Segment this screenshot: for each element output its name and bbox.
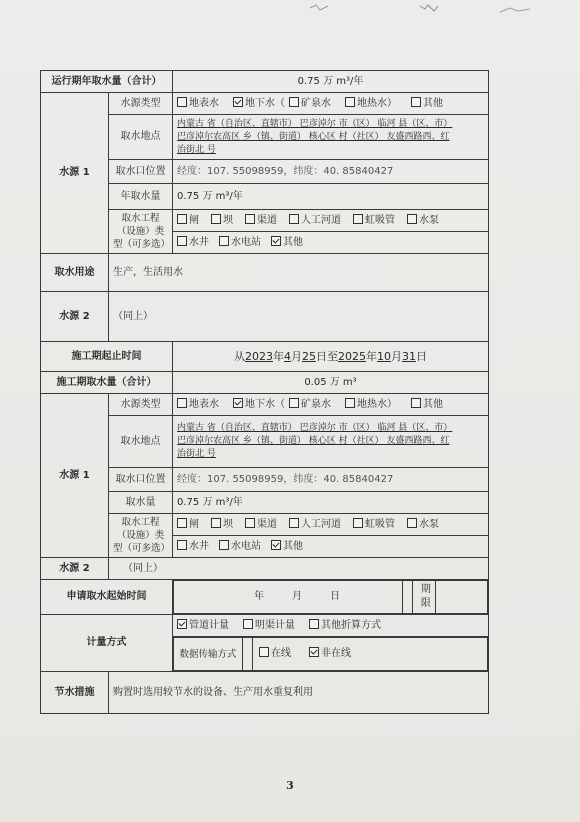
con-amount-value: 0.75 万 m³/年 [173, 492, 489, 514]
checkbox[interactable] [289, 518, 299, 528]
construction-period-label: 施工期起止时间 [41, 342, 173, 372]
op-type-opt-4[interactable]: 其他 [411, 97, 443, 111]
con-amount-label: 取水量 [109, 492, 173, 514]
page-number: 3 [286, 779, 294, 792]
con-type-opt-0[interactable]: 地表水 [177, 398, 219, 412]
op-project-options-row1 [173, 210, 489, 232]
op-proj-opt-7[interactable]: 水电站 [219, 236, 261, 250]
usage-label: 取水用途 [41, 254, 109, 292]
operation-total-row [41, 71, 489, 93]
op-coord-row [41, 160, 489, 184]
op-annual-value: 0.75 万 m³/年 [173, 184, 489, 210]
metering-options [173, 615, 489, 637]
op-type-opt-3[interactable]: 地热水） [345, 97, 397, 111]
op-type-opt-1[interactable]: 地下水（ [233, 97, 285, 111]
con-proj-opt-1[interactable]: 坝 [211, 518, 233, 532]
checkbox[interactable] [345, 398, 355, 408]
transmission-options [253, 638, 488, 671]
checkbox[interactable] [353, 214, 363, 224]
con-proj-opt-8[interactable]: 其他 [271, 540, 303, 554]
op-location-label: 取水地点 [109, 115, 173, 160]
water-saving-label: 节水措施 [41, 672, 109, 714]
con-type-opt-1[interactable]: 地下水（ [233, 398, 285, 412]
op-proj-opt-2[interactable]: 渠道 [245, 214, 277, 228]
checkbox-checked[interactable] [271, 236, 281, 246]
construction-total-label: 施工期取水量（合计） [41, 372, 173, 394]
checkbox[interactable] [289, 97, 299, 107]
op-source2-label: 水源 2 [41, 292, 109, 342]
apply-start-label: 申请取水起始时间 [41, 580, 173, 615]
con-location-value [173, 416, 489, 468]
con-location-line1: 内蒙古 省（自治区、直辖市） 巴彦淖尔 市（区） 临河 县（区、市） [177, 423, 453, 433]
con-location-row [41, 416, 489, 468]
con-type-opt-2[interactable]: 矿泉水 [289, 398, 331, 412]
checkbox[interactable] [219, 540, 229, 550]
checkbox-checked[interactable] [309, 647, 319, 657]
checkbox[interactable] [177, 214, 187, 224]
operation-total-label: 运行期年取水量（合计） [41, 71, 173, 93]
op-source-type-options [173, 93, 489, 115]
checkbox[interactable] [219, 236, 229, 246]
op-proj-opt-0[interactable]: 闸 [177, 214, 199, 228]
op-source2-value: （同上） [109, 292, 489, 342]
op-coord-label: 取水口位置 [109, 160, 173, 184]
water-intake-form [40, 70, 489, 714]
checkbox[interactable] [177, 398, 187, 408]
op-proj-opt-8[interactable]: 其他 [271, 236, 303, 250]
con-coord-row [41, 468, 489, 492]
construction-period-row [41, 342, 489, 372]
op-source-type-label: 水源类型 [109, 93, 173, 115]
water-saving-value: 购置时选用较节水的设备、生产用水重复利用 [109, 672, 489, 714]
construction-total-row [41, 372, 489, 394]
usage-value: 生产，生活用水 [109, 254, 489, 292]
checkbox[interactable] [309, 619, 319, 629]
con-proj-opt-3[interactable]: 人工河道 [289, 518, 341, 532]
transmission-cell [173, 637, 489, 672]
construction-total-value: 0.05 万 m³ [173, 372, 489, 394]
operation-total-value: 0.75 万 m³/年 [173, 71, 489, 93]
op-location-line2: 巴彦淖尔农高区 乡（镇、街道） 核心区 村（社区） 友盛西路西、红 [177, 131, 450, 142]
construction-period-value: 从2023年4月25日至2025年10月31日 [173, 342, 489, 372]
apply-start-date[interactable]: 年 月 日 [174, 581, 403, 614]
op-proj-opt-4[interactable]: 虹吸管 [353, 214, 395, 228]
con-project-options-row2 [173, 536, 489, 558]
checkbox[interactable] [353, 518, 363, 528]
con-type-opt-4[interactable]: 其他 [411, 398, 443, 412]
op-proj-opt-5[interactable]: 水泵 [407, 214, 439, 228]
scan-marks [300, 0, 580, 22]
checkbox[interactable] [243, 619, 253, 629]
checkbox[interactable] [411, 97, 421, 107]
metering-row1 [41, 615, 489, 637]
con-proj-opt-7[interactable]: 水电站 [219, 540, 261, 554]
apply-term[interactable]: 期限 [412, 581, 435, 614]
checkbox[interactable] [345, 97, 355, 107]
op-source-type-row [41, 93, 489, 115]
usage-row [41, 254, 489, 292]
checkbox-checked[interactable] [233, 398, 243, 408]
con-coord-value: 经度：107. 55098959，纬度：40. 85840427 [173, 468, 489, 492]
op-type-opt-0[interactable]: 地表水 [177, 97, 219, 111]
checkbox[interactable] [407, 518, 417, 528]
con-type-opt-3[interactable]: 地热水） [345, 398, 397, 412]
op-annual-label: 年取水量 [109, 184, 173, 210]
op-location-line1: 内蒙古 省（自治区、直辖市） 巴彦淖尔 市（区） 临河 县（区、市） [177, 118, 453, 129]
water-saving-row [41, 672, 489, 714]
checkbox-checked[interactable] [177, 619, 187, 629]
checkbox[interactable] [211, 518, 221, 528]
op-proj-opt-6[interactable]: 水井 [177, 236, 209, 250]
transmission-opt-0[interactable]: 在线 [259, 647, 291, 661]
op-location-line3: 治街北 号 [177, 144, 216, 155]
con-project-options-row1 [173, 514, 489, 536]
con-proj-opt-6[interactable]: 水井 [177, 540, 209, 554]
con-source-type-label: 水源类型 [109, 394, 173, 416]
checkbox[interactable] [407, 214, 417, 224]
checkbox[interactable] [177, 540, 187, 550]
metering-opt-2[interactable]: 其他折算方式 [309, 619, 381, 633]
con-source-type-options [173, 394, 489, 416]
op-source1-label: 水源 1 [41, 93, 109, 254]
con-location-line3: 治街北 号 [177, 449, 216, 459]
op-project-options-row2 [173, 232, 489, 254]
checkbox[interactable] [177, 97, 187, 107]
con-source2-row [41, 558, 489, 580]
transmission-label: 数据传输方式 [174, 638, 243, 671]
op-proj-opt-1[interactable]: 坝 [211, 214, 233, 228]
con-proj-opt-0[interactable]: 闸 [177, 518, 199, 532]
checkbox[interactable] [177, 518, 187, 528]
checkbox[interactable] [245, 214, 255, 224]
con-location-label: 取水地点 [109, 416, 173, 468]
con-source2-label: 水源 2 [41, 558, 109, 580]
con-proj-opt-5[interactable]: 水泵 [407, 518, 439, 532]
con-project-label: 取水工程（设施）类型（可多选） [109, 514, 173, 558]
metering-opt-1[interactable]: 明渠计量 [243, 619, 295, 633]
checkbox[interactable] [245, 518, 255, 528]
op-location-row [41, 115, 489, 160]
op-source2-row [41, 292, 489, 342]
checkbox[interactable] [177, 236, 187, 246]
con-proj-opt-4[interactable]: 虹吸管 [353, 518, 395, 532]
con-amount-row [41, 492, 489, 514]
checkbox[interactable] [259, 647, 269, 657]
op-location-value [173, 115, 489, 160]
checkbox[interactable] [289, 398, 299, 408]
con-location-line2: 巴彦淖尔农高区 乡（镇、街道） 核心区 村（社区） 友盛西路西、红 [177, 436, 450, 446]
con-coord-label: 取水口位置 [109, 468, 173, 492]
con-source-type-row [41, 394, 489, 416]
op-type-opt-2[interactable]: 矿泉水 [289, 97, 331, 111]
con-proj-opt-2[interactable]: 渠道 [245, 518, 277, 532]
op-coord-value: 经度：107. 55098959，纬度：40. 85840427 [173, 160, 489, 184]
op-project-label: 取水工程（设施）类型（可多选） [109, 210, 173, 254]
con-source2-value: （同上） [109, 558, 489, 580]
checkbox[interactable] [289, 214, 299, 224]
apply-start-row [41, 580, 489, 615]
op-proj-opt-3[interactable]: 人工河道 [289, 214, 341, 228]
op-annual-row [41, 184, 489, 210]
con-project-row1 [41, 514, 489, 536]
checkbox[interactable] [211, 214, 221, 224]
metering-opt-0[interactable]: 管道计量 [177, 619, 229, 633]
apply-start-value [173, 580, 489, 615]
checkbox-checked[interactable] [233, 97, 243, 107]
op-project-row1 [41, 210, 489, 232]
metering-label: 计量方式 [41, 615, 173, 672]
con-source1-label: 水源 1 [41, 394, 109, 558]
checkbox-checked[interactable] [271, 540, 281, 550]
checkbox[interactable] [411, 398, 421, 408]
transmission-opt-1[interactable]: 非在线 [309, 647, 351, 661]
